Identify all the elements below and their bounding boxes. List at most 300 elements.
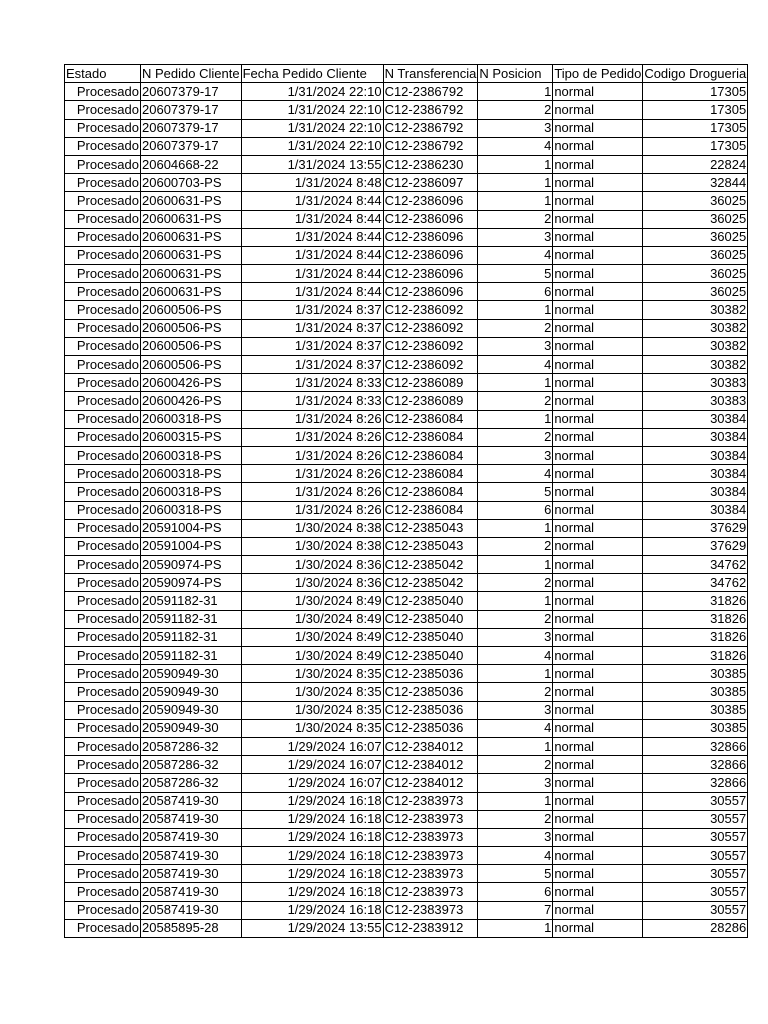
cell-n-pedido-cliente: 20585895-28	[141, 919, 242, 937]
cell-n-transferencia: C12-2385043	[383, 537, 478, 555]
cell-codigo-drogueria: 37629	[643, 519, 748, 537]
cell-n-pedido-cliente: 20607379-17	[141, 83, 242, 101]
cell-estado: Procesado	[65, 83, 141, 101]
cell-n-transferencia: C12-2386230	[383, 155, 478, 173]
cell-n-posicion: 2	[478, 210, 553, 228]
cell-n-pedido-cliente: 20600631-PS	[141, 246, 242, 264]
cell-codigo-drogueria: 22824	[643, 155, 748, 173]
cell-n-transferencia: C12-2386792	[383, 83, 478, 101]
cell-tipo-de-pedido: normal	[553, 774, 643, 792]
table-row	[65, 228, 748, 246]
cell-codigo-drogueria: 30384	[643, 483, 748, 501]
cell-n-posicion: 1	[478, 174, 553, 192]
cell-tipo-de-pedido: normal	[553, 847, 643, 865]
table-row	[65, 792, 748, 810]
cell-tipo-de-pedido: normal	[553, 865, 643, 883]
table-row	[65, 683, 748, 701]
cell-n-pedido-cliente: 20600631-PS	[141, 283, 242, 301]
cell-n-transferencia: C12-2385040	[383, 592, 478, 610]
cell-fecha-pedido-cliente: 1/31/2024 8:44	[241, 210, 383, 228]
cell-codigo-drogueria: 30385	[643, 665, 748, 683]
cell-n-pedido-cliente: 20587419-30	[141, 883, 242, 901]
table-row	[65, 556, 748, 574]
header-tipo-de-pedido: Tipo de Pedido	[553, 65, 643, 83]
cell-n-pedido-cliente: 20604668-22	[141, 155, 242, 173]
cell-n-transferencia: C12-2386092	[383, 319, 478, 337]
cell-n-transferencia: C12-2386096	[383, 265, 478, 283]
cell-codigo-drogueria: 17305	[643, 137, 748, 155]
table-row	[65, 192, 748, 210]
cell-tipo-de-pedido: normal	[553, 701, 643, 719]
cell-estado: Procesado	[65, 810, 141, 828]
cell-estado: Procesado	[65, 465, 141, 483]
cell-fecha-pedido-cliente: 1/29/2024 16:07	[241, 756, 383, 774]
cell-codigo-drogueria: 30382	[643, 301, 748, 319]
cell-n-transferencia: C12-2386092	[383, 301, 478, 319]
table-row	[65, 828, 748, 846]
cell-n-pedido-cliente: 20587419-30	[141, 792, 242, 810]
table-row	[65, 265, 748, 283]
cell-estado: Procesado	[65, 319, 141, 337]
table-row	[65, 137, 748, 155]
cell-tipo-de-pedido: normal	[553, 610, 643, 628]
cell-fecha-pedido-cliente: 1/31/2024 8:44	[241, 192, 383, 210]
cell-n-transferencia: C12-2383973	[383, 865, 478, 883]
cell-codigo-drogueria: 36025	[643, 283, 748, 301]
cell-fecha-pedido-cliente: 1/30/2024 8:38	[241, 519, 383, 537]
cell-codigo-drogueria: 30382	[643, 337, 748, 355]
cell-fecha-pedido-cliente: 1/30/2024 8:35	[241, 719, 383, 737]
cell-n-pedido-cliente: 20600315-PS	[141, 428, 242, 446]
cell-tipo-de-pedido: normal	[553, 210, 643, 228]
cell-fecha-pedido-cliente: 1/31/2024 22:10	[241, 137, 383, 155]
cell-fecha-pedido-cliente: 1/30/2024 8:49	[241, 610, 383, 628]
cell-fecha-pedido-cliente: 1/31/2024 8:37	[241, 356, 383, 374]
cell-n-posicion: 4	[478, 647, 553, 665]
cell-codigo-drogueria: 32866	[643, 756, 748, 774]
cell-n-posicion: 7	[478, 901, 553, 919]
cell-n-transferencia: C12-2385036	[383, 701, 478, 719]
table-row	[65, 883, 748, 901]
cell-codigo-drogueria: 30557	[643, 865, 748, 883]
cell-tipo-de-pedido: normal	[553, 792, 643, 810]
cell-estado: Procesado	[65, 101, 141, 119]
cell-codigo-drogueria: 31826	[643, 647, 748, 665]
cell-tipo-de-pedido: normal	[553, 410, 643, 428]
cell-fecha-pedido-cliente: 1/29/2024 13:55	[241, 919, 383, 937]
cell-n-pedido-cliente: 20600318-PS	[141, 483, 242, 501]
cell-tipo-de-pedido: normal	[553, 592, 643, 610]
table-row	[65, 465, 748, 483]
cell-n-pedido-cliente: 20587419-30	[141, 865, 242, 883]
cell-tipo-de-pedido: normal	[553, 192, 643, 210]
header-codigo-drogueria: Codigo Drogueria	[643, 65, 748, 83]
cell-estado: Procesado	[65, 392, 141, 410]
cell-n-pedido-cliente: 20600631-PS	[141, 228, 242, 246]
cell-fecha-pedido-cliente: 1/30/2024 8:36	[241, 556, 383, 574]
cell-tipo-de-pedido: normal	[553, 537, 643, 555]
cell-n-posicion: 4	[478, 137, 553, 155]
cell-n-pedido-cliente: 20587419-30	[141, 847, 242, 865]
cell-n-transferencia: C12-2386084	[383, 501, 478, 519]
cell-fecha-pedido-cliente: 1/30/2024 8:49	[241, 628, 383, 646]
table-row	[65, 610, 748, 628]
cell-codigo-drogueria: 30384	[643, 428, 748, 446]
table-row	[65, 356, 748, 374]
cell-n-posicion: 4	[478, 465, 553, 483]
cell-n-pedido-cliente: 20591182-31	[141, 628, 242, 646]
cell-codigo-drogueria: 30383	[643, 392, 748, 410]
cell-fecha-pedido-cliente: 1/31/2024 8:37	[241, 301, 383, 319]
cell-n-pedido-cliente: 20600703-PS	[141, 174, 242, 192]
cell-n-pedido-cliente: 20600506-PS	[141, 319, 242, 337]
cell-fecha-pedido-cliente: 1/31/2024 13:55	[241, 155, 383, 173]
cell-fecha-pedido-cliente: 1/31/2024 8:26	[241, 483, 383, 501]
cell-n-pedido-cliente: 20590974-PS	[141, 556, 242, 574]
cell-tipo-de-pedido: normal	[553, 101, 643, 119]
cell-fecha-pedido-cliente: 1/31/2024 8:44	[241, 246, 383, 264]
cell-n-pedido-cliente: 20607379-17	[141, 137, 242, 155]
cell-estado: Procesado	[65, 174, 141, 192]
cell-n-posicion: 2	[478, 101, 553, 119]
cell-n-posicion: 1	[478, 737, 553, 755]
cell-n-posicion: 2	[478, 537, 553, 555]
cell-n-transferencia: C12-2383912	[383, 919, 478, 937]
cell-estado: Procesado	[65, 719, 141, 737]
cell-n-pedido-cliente: 20600426-PS	[141, 374, 242, 392]
cell-codigo-drogueria: 34762	[643, 556, 748, 574]
cell-n-posicion: 1	[478, 83, 553, 101]
cell-n-transferencia: C12-2385040	[383, 628, 478, 646]
cell-fecha-pedido-cliente: 1/30/2024 8:36	[241, 574, 383, 592]
cell-n-pedido-cliente: 20587286-32	[141, 737, 242, 755]
cell-estado: Procesado	[65, 192, 141, 210]
table-row	[65, 101, 748, 119]
cell-n-pedido-cliente: 20600631-PS	[141, 192, 242, 210]
cell-estado: Procesado	[65, 647, 141, 665]
cell-codigo-drogueria: 28286	[643, 919, 748, 937]
table-row	[65, 483, 748, 501]
cell-fecha-pedido-cliente: 1/30/2024 8:35	[241, 683, 383, 701]
cell-fecha-pedido-cliente: 1/31/2024 8:37	[241, 337, 383, 355]
table-row	[65, 847, 748, 865]
cell-estado: Procesado	[65, 501, 141, 519]
cell-n-posicion: 1	[478, 374, 553, 392]
cell-n-posicion: 2	[478, 610, 553, 628]
cell-codigo-drogueria: 31826	[643, 628, 748, 646]
cell-n-transferencia: C12-2385040	[383, 610, 478, 628]
cell-fecha-pedido-cliente: 1/31/2024 8:48	[241, 174, 383, 192]
cell-fecha-pedido-cliente: 1/31/2024 8:44	[241, 283, 383, 301]
cell-tipo-de-pedido: normal	[553, 301, 643, 319]
cell-n-pedido-cliente: 20600426-PS	[141, 392, 242, 410]
cell-tipo-de-pedido: normal	[553, 810, 643, 828]
header-n-pedido-cliente: N Pedido Cliente	[141, 65, 242, 83]
cell-n-transferencia: C12-2385040	[383, 647, 478, 665]
cell-estado: Procesado	[65, 847, 141, 865]
cell-n-transferencia: C12-2386089	[383, 392, 478, 410]
cell-fecha-pedido-cliente: 1/29/2024 16:18	[241, 847, 383, 865]
cell-codigo-drogueria: 31826	[643, 610, 748, 628]
cell-estado: Procesado	[65, 919, 141, 937]
cell-n-transferencia: C12-2386096	[383, 283, 478, 301]
cell-codigo-drogueria: 17305	[643, 83, 748, 101]
cell-tipo-de-pedido: normal	[553, 756, 643, 774]
table-row	[65, 665, 748, 683]
cell-n-posicion: 2	[478, 392, 553, 410]
cell-n-transferencia: C12-2386792	[383, 101, 478, 119]
cell-n-pedido-cliente: 20590949-30	[141, 719, 242, 737]
cell-estado: Procesado	[65, 337, 141, 355]
cell-n-pedido-cliente: 20607379-17	[141, 119, 242, 137]
cell-n-posicion: 2	[478, 683, 553, 701]
cell-estado: Procesado	[65, 737, 141, 755]
table-row	[65, 810, 748, 828]
cell-tipo-de-pedido: normal	[553, 501, 643, 519]
cell-n-posicion: 3	[478, 337, 553, 355]
cell-n-pedido-cliente: 20600631-PS	[141, 265, 242, 283]
cell-codigo-drogueria: 30557	[643, 847, 748, 865]
cell-codigo-drogueria: 30557	[643, 901, 748, 919]
cell-n-transferencia: C12-2386792	[383, 137, 478, 155]
cell-n-posicion: 6	[478, 283, 553, 301]
table-row	[65, 901, 748, 919]
table-row	[65, 83, 748, 101]
cell-fecha-pedido-cliente: 1/31/2024 8:26	[241, 446, 383, 464]
cell-estado: Procesado	[65, 792, 141, 810]
cell-n-pedido-cliente: 20607379-17	[141, 101, 242, 119]
cell-n-posicion: 6	[478, 883, 553, 901]
cell-codigo-drogueria: 30385	[643, 701, 748, 719]
cell-n-posicion: 5	[478, 865, 553, 883]
cell-n-pedido-cliente: 20591182-31	[141, 647, 242, 665]
table-row	[65, 628, 748, 646]
cell-tipo-de-pedido: normal	[553, 519, 643, 537]
table-row	[65, 174, 748, 192]
cell-codigo-drogueria: 30384	[643, 410, 748, 428]
cell-tipo-de-pedido: normal	[553, 828, 643, 846]
cell-estado: Procesado	[65, 155, 141, 173]
cell-n-transferencia: C12-2384012	[383, 737, 478, 755]
cell-n-posicion: 3	[478, 119, 553, 137]
cell-n-transferencia: C12-2383973	[383, 810, 478, 828]
cell-fecha-pedido-cliente: 1/29/2024 16:18	[241, 883, 383, 901]
cell-n-pedido-cliente: 20600318-PS	[141, 446, 242, 464]
cell-estado: Procesado	[65, 374, 141, 392]
cell-tipo-de-pedido: normal	[553, 265, 643, 283]
table-row	[65, 719, 748, 737]
table-row	[65, 410, 748, 428]
cell-codigo-drogueria: 32844	[643, 174, 748, 192]
table-row	[65, 301, 748, 319]
table-row	[65, 210, 748, 228]
cell-n-posicion: 2	[478, 756, 553, 774]
cell-tipo-de-pedido: normal	[553, 901, 643, 919]
cell-n-pedido-cliente: 20600318-PS	[141, 465, 242, 483]
cell-tipo-de-pedido: normal	[553, 392, 643, 410]
cell-fecha-pedido-cliente: 1/30/2024 8:49	[241, 592, 383, 610]
cell-estado: Procesado	[65, 665, 141, 683]
cell-n-posicion: 1	[478, 192, 553, 210]
cell-estado: Procesado	[65, 428, 141, 446]
cell-estado: Procesado	[65, 446, 141, 464]
cell-n-pedido-cliente: 20590949-30	[141, 701, 242, 719]
cell-fecha-pedido-cliente: 1/29/2024 16:18	[241, 810, 383, 828]
cell-n-posicion: 3	[478, 828, 553, 846]
cell-n-pedido-cliente: 20600631-PS	[141, 210, 242, 228]
cell-n-transferencia: C12-2386096	[383, 210, 478, 228]
cell-codigo-drogueria: 31826	[643, 592, 748, 610]
cell-codigo-drogueria: 30557	[643, 828, 748, 846]
cell-n-pedido-cliente: 20587419-30	[141, 901, 242, 919]
table-row	[65, 155, 748, 173]
cell-estado: Procesado	[65, 265, 141, 283]
cell-fecha-pedido-cliente: 1/31/2024 8:26	[241, 465, 383, 483]
cell-tipo-de-pedido: normal	[553, 137, 643, 155]
cell-fecha-pedido-cliente: 1/30/2024 8:38	[241, 537, 383, 555]
cell-fecha-pedido-cliente: 1/31/2024 8:26	[241, 428, 383, 446]
table-row	[65, 119, 748, 137]
cell-n-pedido-cliente: 20587419-30	[141, 828, 242, 846]
cell-n-pedido-cliente: 20587286-32	[141, 756, 242, 774]
cell-fecha-pedido-cliente: 1/30/2024 8:35	[241, 665, 383, 683]
table-row	[65, 537, 748, 555]
cell-codigo-drogueria: 17305	[643, 101, 748, 119]
cell-n-transferencia: C12-2386096	[383, 246, 478, 264]
table-row	[65, 246, 748, 264]
cell-tipo-de-pedido: normal	[553, 174, 643, 192]
cell-codigo-drogueria: 30382	[643, 319, 748, 337]
cell-estado: Procesado	[65, 283, 141, 301]
table-row	[65, 737, 748, 755]
cell-n-posicion: 4	[478, 847, 553, 865]
table-row	[65, 592, 748, 610]
cell-n-transferencia: C12-2383973	[383, 792, 478, 810]
cell-n-transferencia: C12-2383973	[383, 901, 478, 919]
cell-tipo-de-pedido: normal	[553, 319, 643, 337]
table-row	[65, 283, 748, 301]
cell-tipo-de-pedido: normal	[553, 628, 643, 646]
cell-estado: Procesado	[65, 774, 141, 792]
cell-n-posicion: 1	[478, 592, 553, 610]
cell-codigo-drogueria: 34762	[643, 574, 748, 592]
cell-n-transferencia: C12-2383973	[383, 883, 478, 901]
cell-estado: Procesado	[65, 410, 141, 428]
cell-n-pedido-cliente: 20591182-31	[141, 610, 242, 628]
table-row	[65, 574, 748, 592]
orders-table	[64, 64, 748, 938]
cell-tipo-de-pedido: normal	[553, 574, 643, 592]
cell-n-transferencia: C12-2383973	[383, 847, 478, 865]
cell-codigo-drogueria: 30385	[643, 683, 748, 701]
table-row	[65, 374, 748, 392]
cell-codigo-drogueria: 30384	[643, 465, 748, 483]
cell-tipo-de-pedido: normal	[553, 356, 643, 374]
cell-n-posicion: 1	[478, 301, 553, 319]
cell-fecha-pedido-cliente: 1/29/2024 16:18	[241, 865, 383, 883]
cell-tipo-de-pedido: normal	[553, 83, 643, 101]
cell-estado: Procesado	[65, 483, 141, 501]
cell-estado: Procesado	[65, 228, 141, 246]
cell-fecha-pedido-cliente: 1/31/2024 8:37	[241, 319, 383, 337]
cell-n-posicion: 1	[478, 155, 553, 173]
cell-estado: Procesado	[65, 865, 141, 883]
cell-codigo-drogueria: 37629	[643, 537, 748, 555]
cell-n-posicion: 2	[478, 428, 553, 446]
cell-codigo-drogueria: 36025	[643, 210, 748, 228]
cell-n-transferencia: C12-2386092	[383, 356, 478, 374]
cell-estado: Procesado	[65, 356, 141, 374]
cell-n-transferencia: C12-2385042	[383, 556, 478, 574]
cell-tipo-de-pedido: normal	[553, 737, 643, 755]
cell-estado: Procesado	[65, 574, 141, 592]
cell-fecha-pedido-cliente: 1/31/2024 8:44	[241, 265, 383, 283]
cell-fecha-pedido-cliente: 1/29/2024 16:18	[241, 792, 383, 810]
cell-tipo-de-pedido: normal	[553, 556, 643, 574]
cell-n-transferencia: C12-2385036	[383, 683, 478, 701]
header-fecha-pedido-cliente: Fecha Pedido Cliente	[241, 65, 383, 83]
cell-tipo-de-pedido: normal	[553, 155, 643, 173]
cell-codigo-drogueria: 36025	[643, 228, 748, 246]
cell-fecha-pedido-cliente: 1/30/2024 8:35	[241, 701, 383, 719]
cell-n-transferencia: C12-2386092	[383, 337, 478, 355]
cell-fecha-pedido-cliente: 1/29/2024 16:18	[241, 828, 383, 846]
cell-n-transferencia: C12-2385043	[383, 519, 478, 537]
header-n-transferencia: N Transferencia	[383, 65, 478, 83]
cell-estado: Procesado	[65, 537, 141, 555]
cell-tipo-de-pedido: normal	[553, 374, 643, 392]
table-row	[65, 647, 748, 665]
cell-n-transferencia: C12-2385036	[383, 719, 478, 737]
cell-estado: Procesado	[65, 683, 141, 701]
cell-n-pedido-cliente: 20590949-30	[141, 683, 242, 701]
cell-n-posicion: 4	[478, 246, 553, 264]
cell-n-transferencia: C12-2383973	[383, 828, 478, 846]
cell-n-transferencia: C12-2385042	[383, 574, 478, 592]
cell-fecha-pedido-cliente: 1/29/2024 16:18	[241, 901, 383, 919]
cell-n-posicion: 3	[478, 228, 553, 246]
cell-estado: Procesado	[65, 701, 141, 719]
cell-n-transferencia: C12-2386792	[383, 119, 478, 137]
cell-tipo-de-pedido: normal	[553, 446, 643, 464]
header-row	[65, 65, 748, 83]
cell-n-posicion: 5	[478, 483, 553, 501]
cell-n-pedido-cliente: 20600506-PS	[141, 301, 242, 319]
cell-codigo-drogueria: 36025	[643, 265, 748, 283]
cell-codigo-drogueria: 30385	[643, 719, 748, 737]
cell-n-posicion: 1	[478, 410, 553, 428]
table-body	[65, 83, 748, 938]
cell-tipo-de-pedido: normal	[553, 483, 643, 501]
cell-codigo-drogueria: 30383	[643, 374, 748, 392]
table-row	[65, 774, 748, 792]
cell-n-posicion: 5	[478, 265, 553, 283]
cell-fecha-pedido-cliente: 1/31/2024 8:33	[241, 374, 383, 392]
cell-tipo-de-pedido: normal	[553, 246, 643, 264]
cell-tipo-de-pedido: normal	[553, 283, 643, 301]
cell-estado: Procesado	[65, 246, 141, 264]
header-n-posicion: N Posicion	[478, 65, 553, 83]
cell-codigo-drogueria: 30557	[643, 883, 748, 901]
table-row	[65, 319, 748, 337]
cell-n-posicion: 1	[478, 556, 553, 574]
cell-codigo-drogueria: 30557	[643, 792, 748, 810]
cell-n-posicion: 3	[478, 446, 553, 464]
cell-estado: Procesado	[65, 592, 141, 610]
cell-fecha-pedido-cliente: 1/31/2024 8:26	[241, 501, 383, 519]
cell-estado: Procesado	[65, 556, 141, 574]
cell-n-pedido-cliente: 20591182-31	[141, 592, 242, 610]
